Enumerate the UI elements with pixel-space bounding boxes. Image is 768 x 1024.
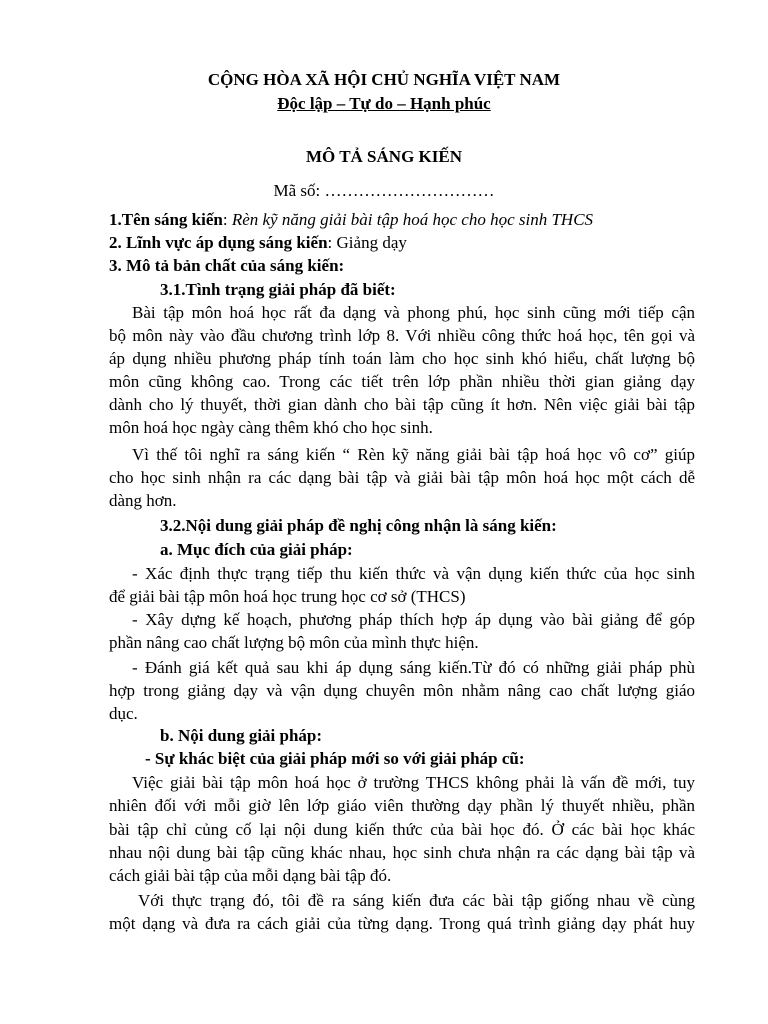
paragraph-4-line: một dạng và đưa ra cách giải của từng dạng. Trong quá trình giảng dạy phát huy: [109, 914, 695, 933]
section-a-heading: a. Mục đích của giải pháp:: [160, 540, 353, 559]
purpose-item-line: hợp trong giảng dạy và vận dụng chuyên môn nhằm nâng cao chất lượng giáo: [109, 681, 695, 700]
paragraph-2-line: cho học sinh nhận ra các dạng bài tập và giải bài tập môn hoá học một cách dễ: [109, 468, 695, 487]
paragraph-1-line: dành cho lý thuyết, thời gian dành cho bài tập cũng ít hơn. Nên việc giải bài tập: [109, 395, 695, 414]
paragraph-1-line: môn cũng không cao. Trong các tiết trên lớp phần nhiều thời gian giảng dạy: [109, 372, 695, 391]
paragraph-3-line: nhiên đối với mỗi giờ lên lớp giáo viên thường dạy phần lý thuyết nhiều, phần: [109, 796, 695, 815]
paragraph-2-line: dàng hơn.: [109, 491, 177, 510]
paragraph-4-line: Với thực trạng đó, tôi đề ra sáng kiến đưa các bài tập giống nhau về cùng: [138, 891, 695, 910]
section-3-2-heading: 3.2.Nội dung giải pháp đề nghị công nhận là sáng kiến:: [160, 516, 557, 535]
purpose-item-line: - Xác định thực trạng tiếp thu kiến thức và vận dụng kiến thức của học sinh: [132, 564, 695, 583]
section-2: [109, 231, 407, 254]
purpose-item-line: để giải bài tập môn hoá học trung học cơ sở (THCS): [109, 587, 466, 606]
paragraph-3-line: Việc giải bài tập môn hoá học ở trường THCS không phải là vấn đề mới, tuy: [132, 773, 695, 792]
difference-heading: - Sự khác biệt của giải pháp mới so với giải pháp cũ:: [145, 749, 525, 768]
motto-text: Độc lập – Tự do – Hạnh phúc: [277, 94, 491, 113]
section-3-heading: 3. Mô tả bản chất của sáng kiến:: [109, 256, 345, 275]
paragraph-1-line: bộ môn này vào đầu chương trình lớp 8. Với nhiều công thức hoá học, tên gọi và: [109, 326, 695, 345]
paragraph-1-line: áp dụng nhiều phương pháp tính toán làm cho học sinh khó hiểu, chất lượng bộ: [109, 349, 695, 368]
section-1-value: Rèn kỹ năng giải bài tập hoá học cho học sinh THCS: [231, 210, 594, 229]
motto-heading: [0, 92, 768, 115]
section-1-sep: :: [222, 210, 232, 229]
paragraph-1-line: môn hoá học ngày càng thêm khó cho học sinh.: [109, 418, 433, 437]
section-3-1-heading: 3.1.Tình trạng giải pháp đã biết:: [160, 280, 396, 299]
purpose-item-line: phần nâng cao chất lượng bộ môn của mình thực hiện.: [109, 633, 479, 652]
code-line: Mã số: …………………………: [273, 181, 495, 200]
purpose-item-line: - Xây dựng kế hoạch, phương pháp thích hợp áp dụng vào bài giảng để góp: [132, 610, 695, 629]
country-heading: CỘNG HÒA XÃ HỘI CHỦ NGHĨA VIỆT NAM: [207, 70, 561, 89]
section-1: [109, 208, 593, 231]
paragraph-1-line: Bài tập môn hoá học rất đa dạng và phong phú, học sinh cũng mới tiếp cận: [132, 303, 695, 322]
document-title: MÔ TẢ SÁNG KIẾN: [305, 147, 462, 166]
paragraph-3-line: cách giải bài tập của mỗi dạng bài tập đó.: [109, 866, 392, 885]
section-1-label: 1.Tên sáng kiến: [109, 210, 223, 229]
purpose-item-line: dục.: [109, 704, 138, 723]
section-2-label: 2. Lĩnh vực áp dụng sáng kiến: [109, 233, 328, 252]
section-2-value: : Giảng dạy: [327, 233, 407, 252]
purpose-item-line: - Đánh giá kết quả sau khi áp dụng sáng kiến.Từ đó có những giải pháp phù: [132, 658, 695, 677]
section-b-heading: b. Nội dung giải pháp:: [160, 726, 323, 745]
paragraph-2-line: Vì thế tôi nghĩ ra sáng kiến “ Rèn kỹ năng giải bài tập hoá học vô cơ” giúp: [132, 445, 695, 464]
paragraph-3-line: bài tập chỉ củng cố lại nội dung kiến thức của bài học đó. Ở các bài học khác: [109, 820, 695, 839]
paragraph-3-line: nhau nội dung bài tập cũng khác nhau, học sinh chưa nhận ra các dạng bài tập và: [109, 843, 695, 862]
